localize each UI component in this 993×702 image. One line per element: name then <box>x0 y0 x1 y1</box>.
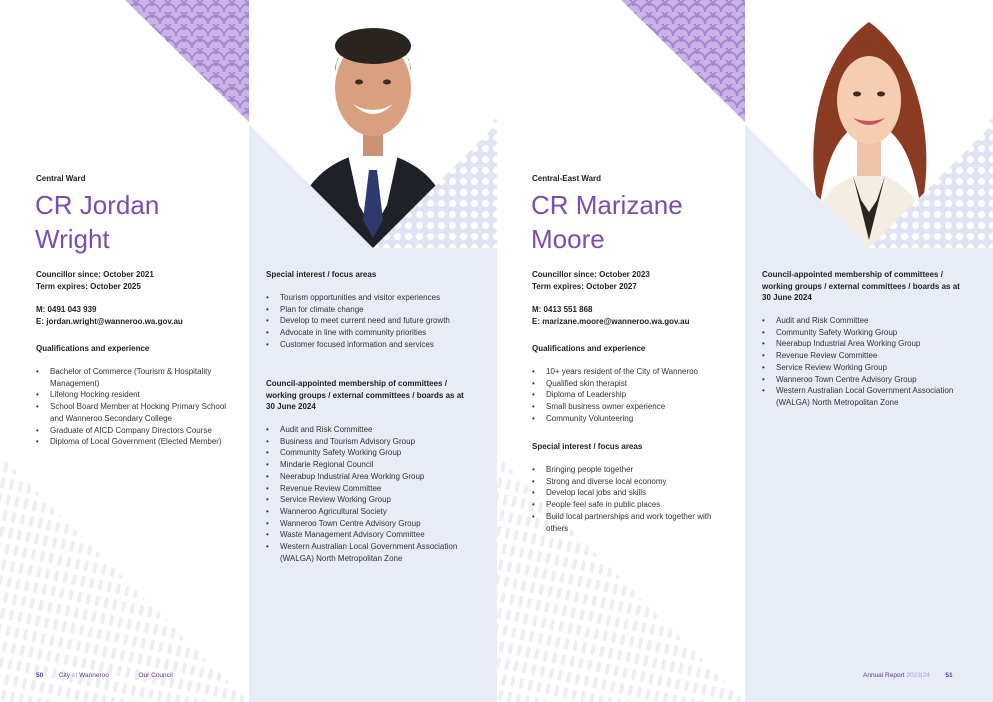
interest-heading: Special interest / focus areas <box>266 270 377 279</box>
councillor-since: Councillor since: October 2021 <box>36 270 154 279</box>
email-address[interactable]: E: jordan.wright@wanneroo.wa.gov.au <box>36 316 183 326</box>
list-item: • Develop local jobs and skills <box>532 487 732 499</box>
list-item: • Bringing people together <box>532 464 732 476</box>
name-line-2: Moore <box>531 224 605 254</box>
list-item: • Business and Tourism Advisory Group <box>266 436 471 448</box>
left-footer <box>36 672 173 679</box>
mobile-number: M: 0491 043 939 <box>36 305 97 314</box>
ward-label: Central Ward <box>36 174 86 183</box>
list-item: • Plan for climate change <box>266 304 471 316</box>
list-item: • Mindarie Regional Council <box>266 459 471 471</box>
left-list-column <box>249 0 497 702</box>
term-expires: Term expires: October 2025 <box>36 281 141 291</box>
committees-list <box>266 424 471 564</box>
list-item: • Waste Management Advisory Committee <box>266 529 471 541</box>
section-label: Our Council <box>138 672 173 679</box>
term-info <box>36 269 154 292</box>
list-item: • Community Safety Working Group <box>762 327 967 339</box>
list-item: • Wanneroo Town Centre Advisory Group <box>266 518 471 530</box>
list-item: • Community Volunteering <box>532 413 732 425</box>
interest-list <box>532 464 732 534</box>
list-item: • Revenue Review Committee <box>266 483 471 495</box>
list-item: • Customer focused information and services <box>266 339 471 351</box>
page-number: 51 <box>945 672 953 679</box>
term-info <box>532 269 650 292</box>
list-item: • Bachelor of Commerce (Tourism & Hospitality Management) <box>36 366 236 389</box>
qualifications-heading: Qualifications and experience <box>36 344 150 353</box>
list-item: • Neerabup Industrial Area Working Group <box>266 471 471 483</box>
list-item: • Audit and Risk Committee <box>266 424 471 436</box>
list-item: • Diploma of Leadership <box>532 389 732 401</box>
brand-city: City <box>58 672 71 679</box>
list-item: • Revenue Review Committee <box>762 350 967 362</box>
councillor-photo-jordan <box>249 0 497 248</box>
scallop-pattern <box>621 0 745 122</box>
right-info-column <box>497 0 745 702</box>
qualifications-list <box>36 366 236 448</box>
list-item: • Build local partnerships and work together with others <box>532 511 732 534</box>
right-list-column <box>745 0 993 702</box>
list-item: • Tourism opportunities and visitor experiences <box>266 292 471 304</box>
list-item: • Qualified skin therapist <box>532 378 732 390</box>
right-footer <box>863 672 953 679</box>
report-label: Annual Report <box>863 672 905 679</box>
councillor-name <box>531 188 745 256</box>
list-item: • Small business owner experience <box>532 401 732 413</box>
committees-heading: Council-appointed membership of committees / working groups / external committees / boards as at 30 June 2024 <box>266 379 464 411</box>
page-number: 50 <box>36 672 44 679</box>
brand-wanneroo: Wanneroo <box>79 672 109 679</box>
list-item: • Neerabup Industrial Area Working Group <box>762 338 967 350</box>
committees-heading: Council-appointed membership of committees / working groups / external committees / boards as at 30 June 2024 <box>762 270 960 302</box>
list-item: • Lifelong Hocking resident <box>36 389 236 401</box>
list-item: • Advocate in line with community priorities <box>266 327 471 339</box>
name-line-1: CR Jordan <box>35 190 160 220</box>
name-line-1: CR Marizane <box>531 190 683 220</box>
committees-list <box>762 315 967 409</box>
councillor-since: Councillor since: October 2023 <box>532 270 650 279</box>
list-item: • Wanneroo Town Centre Advisory Group <box>762 374 967 386</box>
list-item: • Service Review Working Group <box>762 362 967 374</box>
list-item: • Strong and diverse local economy <box>532 476 732 488</box>
mobile-number: M: 0413 551 868 <box>532 305 593 314</box>
list-item: • Diploma of Local Government (Elected Member) <box>36 436 236 448</box>
qualifications-list <box>532 366 732 425</box>
list-item: • Service Review Working Group <box>266 494 471 506</box>
list-item: • Audit and Risk Committee <box>762 315 967 327</box>
list-item: • 10+ years resident of the City of Wanneroo <box>532 366 732 378</box>
list-item: • Western Australian Local Government Association (WALGA) North Metropolitan Zone <box>266 541 471 564</box>
list-item: • Graduate of AICD Company Directors Course <box>36 425 236 437</box>
name-line-2: Wright <box>35 224 110 254</box>
list-item: • Develop to meet current need and future growth <box>266 315 471 327</box>
ward-label: Central-East Ward <box>532 174 602 183</box>
email-address[interactable]: E: marizane.moore@wanneroo.wa.gov.au <box>532 316 690 326</box>
list-item: • People feel safe in public places <box>532 499 732 511</box>
term-expires: Term expires: October 2027 <box>532 281 637 291</box>
qualifications-heading: Qualifications and experience <box>532 344 646 353</box>
list-item: • School Board Member at Hocking Primary School and Wanneroo Secondary College <box>36 401 236 424</box>
interest-list <box>266 292 471 351</box>
councillor-photo-marizane <box>745 0 993 248</box>
contact-info <box>532 304 689 327</box>
scallop-pattern <box>125 0 249 122</box>
interest-heading: Special interest / focus areas <box>532 442 643 451</box>
left-info-column <box>0 0 249 702</box>
report-year: 2023|24 <box>904 672 930 679</box>
list-item: • Community Safety Working Group <box>266 447 471 459</box>
brand-of: of <box>70 672 80 679</box>
list-item: • Wanneroo Agricultural Society <box>266 506 471 518</box>
list-item: • Western Australian Local Government Association (WALGA) North Metropolitan Zone <box>762 385 967 408</box>
dash-pattern <box>0 455 249 702</box>
contact-info <box>36 304 183 327</box>
councillor-name <box>35 188 249 256</box>
